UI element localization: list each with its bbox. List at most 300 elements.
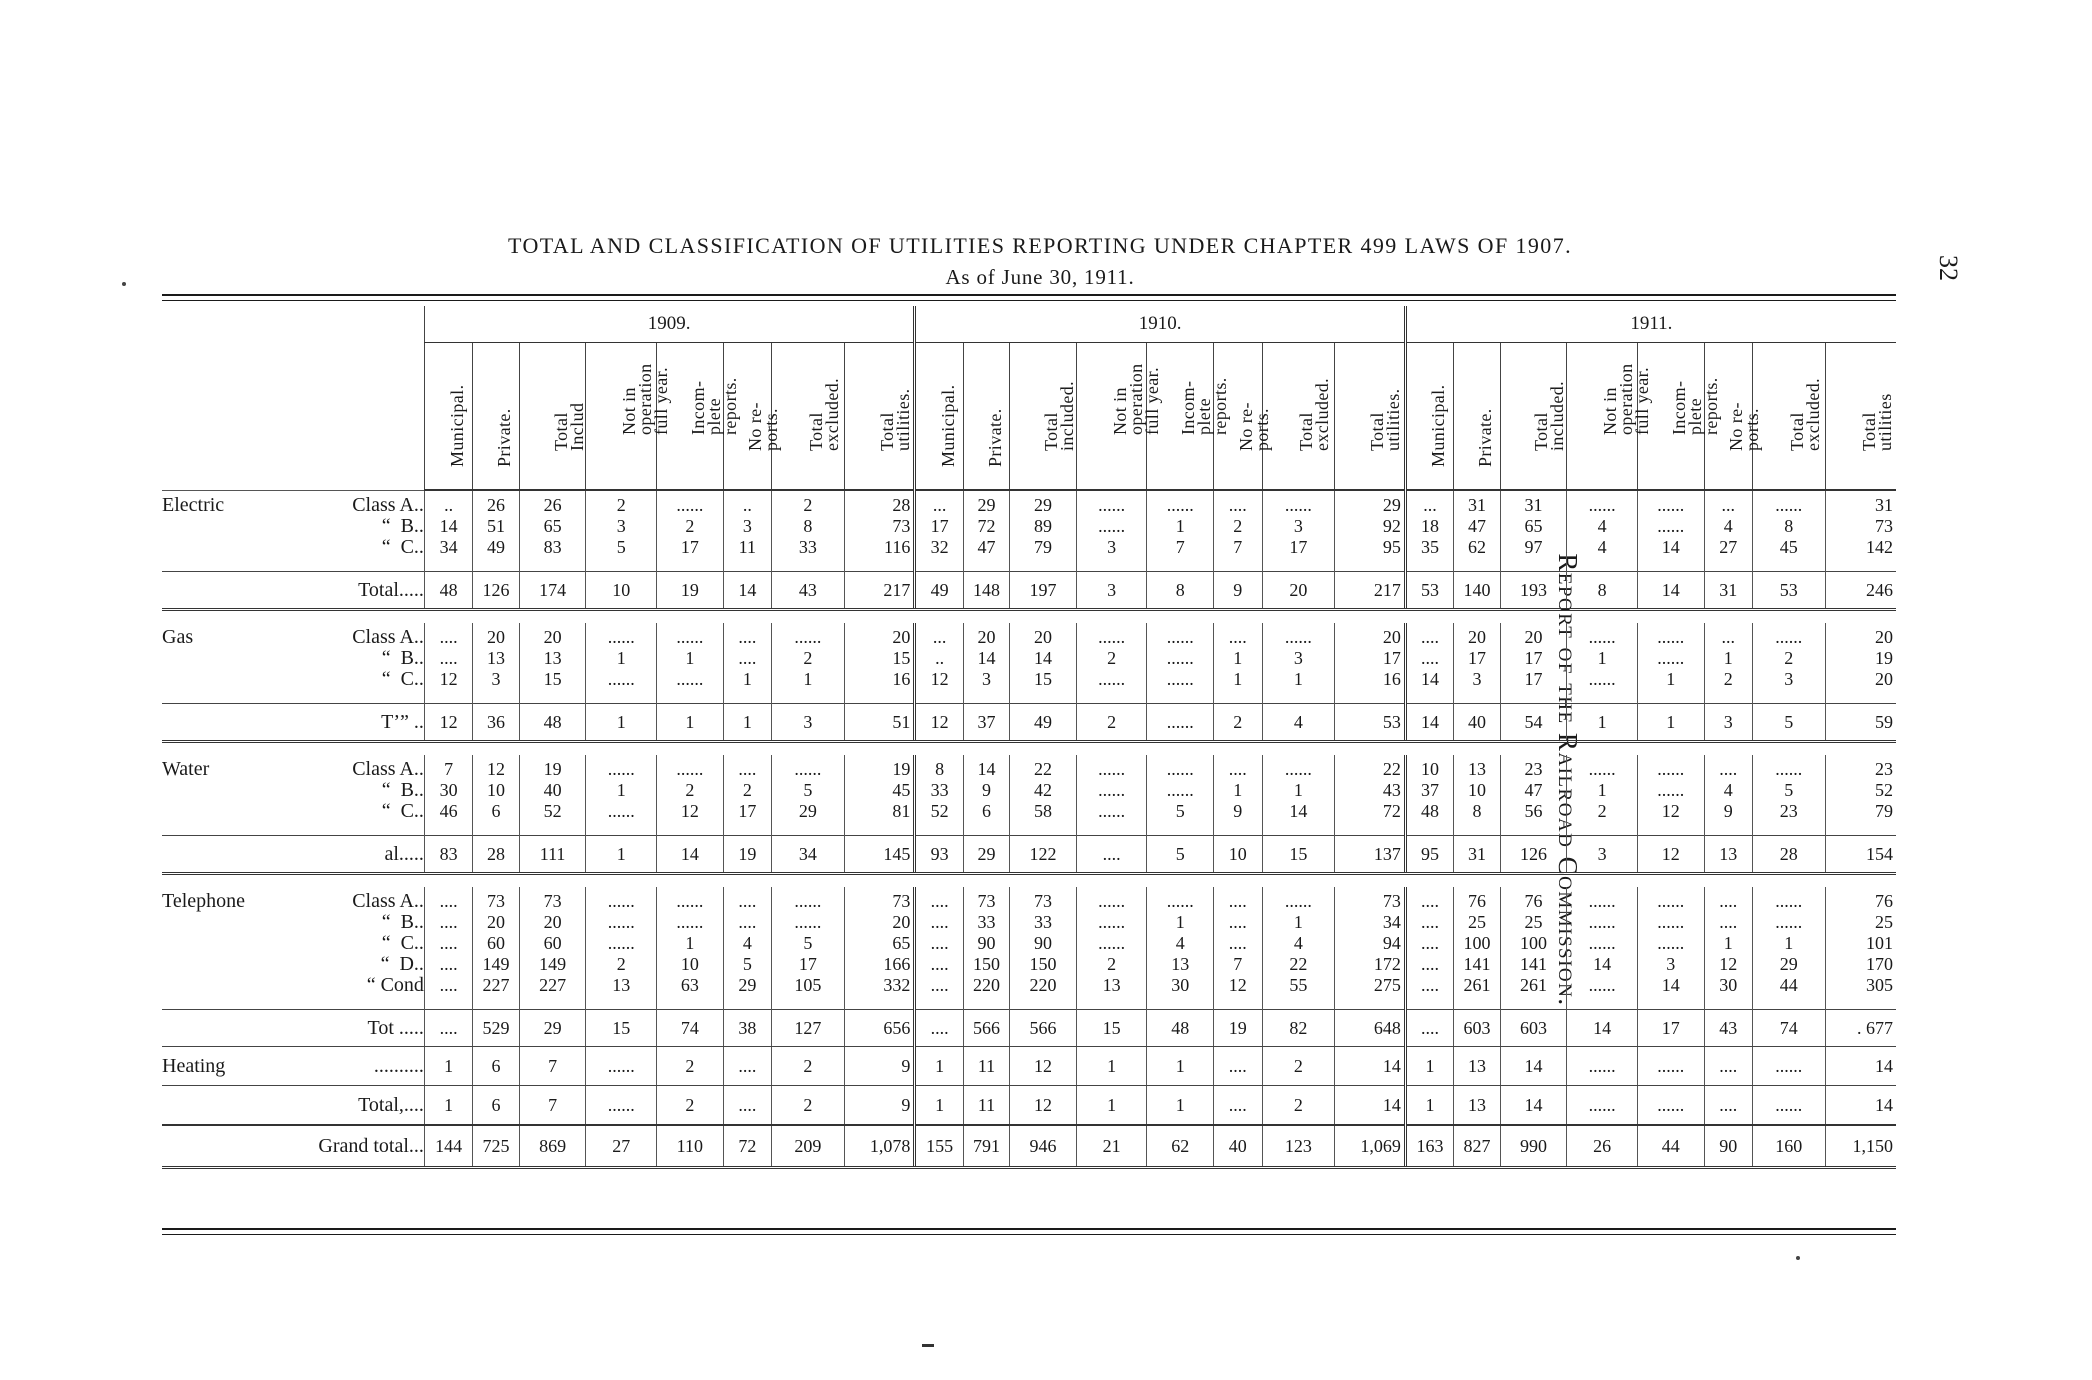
table-cell: 6 <box>473 1047 519 1086</box>
col-header-total-excluded-1910 <box>1262 343 1335 491</box>
total-cell: 126 <box>473 572 519 610</box>
table-cell: 9 <box>844 1047 915 1086</box>
col-header-total-utilities-1911 <box>1825 343 1896 491</box>
total-cell: 3 <box>772 704 845 742</box>
table-cell: 73 33 90 150 220 <box>1010 887 1077 1010</box>
total-cell: 1 <box>1405 1086 1453 1126</box>
col-header-private-1911 <box>1454 343 1500 491</box>
table-cell: .... <box>1214 1047 1262 1086</box>
total-cell: 217 <box>844 572 915 610</box>
table-cell: ...... 1 ...... <box>586 623 657 704</box>
table-cell: 73 20 60 149 227 <box>519 887 586 1010</box>
grand-total-cell: 123 <box>1262 1125 1335 1168</box>
spacer-row <box>162 610 1896 624</box>
table-cell: ...... 2 ...... <box>1076 623 1147 704</box>
total-cell: ...... <box>1637 1086 1704 1126</box>
table-cell: 20 19 20 <box>1825 623 1896 704</box>
total-cell: ...... <box>1147 704 1214 742</box>
grand-total-cell: 155 <box>915 1125 963 1168</box>
total-label: Tot ..... <box>293 1010 424 1047</box>
table-cell: .... .... 1 12 30 <box>1704 887 1752 1010</box>
total-cell: 140 <box>1454 572 1500 610</box>
year-1909-header: 1909. <box>424 306 914 343</box>
total-cell: 17 <box>1637 1010 1704 1047</box>
total-cell: 145 <box>844 836 915 874</box>
grand-total-cell: 1,069 <box>1335 1125 1406 1168</box>
total-cell: 111 <box>519 836 586 874</box>
total-cell: 1 <box>1147 1086 1214 1126</box>
total-cell: 43 <box>772 572 845 610</box>
col-header-label: Total included. <box>1531 380 1568 451</box>
total-cell: 603 <box>1500 1010 1567 1047</box>
top-rule-thin <box>162 300 1896 301</box>
table-cell: .. 14 34 <box>424 490 472 572</box>
total-cell: 14 <box>1825 1086 1896 1126</box>
table-cell: ...... 1 14 <box>1262 755 1335 836</box>
table-cell: 28 73 116 <box>844 490 915 572</box>
table-cell: 12 <box>1010 1047 1077 1086</box>
col-header-label: Total excluded. <box>1786 377 1823 451</box>
spacer-cell <box>162 742 1896 756</box>
total-cell: 53 <box>1405 572 1453 610</box>
total-cell: 1 <box>1076 1086 1147 1126</box>
total-cell: 82 <box>1262 1010 1335 1047</box>
table-cell: ...... ...... 3 <box>1076 490 1147 572</box>
total-cell: 1 <box>586 836 657 874</box>
col-header-municipal-1909 <box>424 343 472 491</box>
table-cell: 23 52 79 <box>1825 755 1896 836</box>
total-cell: 15 <box>586 1010 657 1047</box>
total-cell: 14 <box>1335 1086 1406 1126</box>
total-cell: 19 <box>723 836 771 874</box>
grand-total-cell: 144 <box>424 1125 472 1168</box>
total-cell: 9 <box>1214 572 1262 610</box>
grand-total-cell: 1,078 <box>844 1125 915 1168</box>
col-header-total-utilities-1910 <box>1335 343 1406 491</box>
table-cell: 14 <box>1500 1047 1567 1086</box>
grand-total-cell: 791 <box>963 1125 1009 1168</box>
table-cell: 14 <box>1825 1047 1896 1086</box>
table-cell: 20 14 15 <box>1010 623 1077 704</box>
total-cell: 31 <box>1454 836 1500 874</box>
total-cell: 126 <box>1500 836 1567 874</box>
table-cell: .... 1 9 <box>1214 755 1262 836</box>
total-cell: 529 <box>473 1010 519 1047</box>
col-header-label: Municipal. <box>446 384 467 467</box>
table-cell: 11 <box>963 1047 1009 1086</box>
col-header-total-excluded-1909 <box>772 343 845 491</box>
grand-total-cell: 72 <box>723 1125 771 1168</box>
col-header-private-1910 <box>963 343 1009 491</box>
grand-total-cell: 1,150 <box>1825 1125 1896 1168</box>
table-cell: 20 17 16 <box>1335 623 1406 704</box>
table-cell: ...... ...... ...... <box>1147 623 1214 704</box>
table-cell: ... 4 27 <box>1704 490 1752 572</box>
table-cell: 22 42 58 <box>1010 755 1077 836</box>
total-cell: 1 <box>657 704 724 742</box>
grand-total-cell: 90 <box>1704 1125 1752 1168</box>
table-cell: 76 25 101 170 305 <box>1825 887 1896 1010</box>
total-cell: 37 <box>963 704 1009 742</box>
table-cell: 2 8 33 <box>772 490 845 572</box>
table-cell: .... .... .... .... .... <box>915 887 963 1010</box>
total-cell: 13 <box>1454 1086 1500 1126</box>
table-cell: 29 92 95 <box>1335 490 1406 572</box>
total-label: al..... <box>293 836 424 874</box>
running-head: Report of the Railroad Commission. <box>1553 553 1583 1007</box>
col-header-no-reports-1911 <box>1704 343 1763 491</box>
table-cell: ...... 2 3 <box>1752 623 1825 704</box>
col-header-label: Total Includ <box>550 402 587 451</box>
total-cell: 14 <box>1500 1086 1567 1126</box>
col-header-incomplete-1909 <box>657 343 740 491</box>
class-labels: Class A.. “ B.. “ C.. <box>352 493 424 558</box>
table-cell: 73 33 90 150 220 <box>963 887 1009 1010</box>
table-cell: ...... 1 ...... <box>586 755 657 836</box>
table-cell: ...... ...... ...... 3 14 <box>1637 887 1704 1010</box>
spacer-cell <box>162 874 1896 888</box>
group-label: Gas <box>162 626 194 648</box>
total-cell: ...... <box>1567 1086 1638 1126</box>
table-cell: 73 20 65 166 332 <box>844 887 915 1010</box>
total-cell: .... <box>1405 1010 1453 1047</box>
total-cell: 137 <box>1335 836 1406 874</box>
grand-total-cell: 209 <box>772 1125 845 1168</box>
total-cell: 38 <box>723 1010 771 1047</box>
total-cell: 93 <box>915 836 963 874</box>
total-label: T’” .. <box>293 704 424 742</box>
col-header-total-included-1911 <box>1500 343 1567 491</box>
table-cell: .... <box>723 1047 771 1086</box>
total-cell: 193 <box>1500 572 1567 610</box>
total-cell: 3 <box>1567 836 1638 874</box>
total-cell: 54 <box>1500 704 1567 742</box>
col-header-not-in-operation-1911 <box>1567 343 1653 491</box>
total-cell: 8 <box>1147 572 1214 610</box>
year-header-row <box>162 306 1896 343</box>
total-cell: 12 <box>424 704 472 742</box>
table-cell: .... .... .... .... .... <box>424 887 472 1010</box>
table-row-telephone <box>162 887 1896 1010</box>
grand-total-cell: 160 <box>1752 1125 1825 1168</box>
col-header-not-in-operation-1910 <box>1076 343 1162 491</box>
col-header-total-included-1910 <box>1010 343 1077 491</box>
total-cell: 4 <box>1262 704 1335 742</box>
grand-total-cell: 21 <box>1076 1125 1147 1168</box>
total-cell: 95 <box>1405 836 1453 874</box>
table-cell: ...... 4 4 <box>1567 490 1638 572</box>
table-cell: ...... 1 ...... <box>657 623 724 704</box>
col-header-total-excluded-1911 <box>1752 343 1825 491</box>
table-cell: .... 2 17 <box>723 755 771 836</box>
total-cell: 7 <box>519 1086 586 1126</box>
col-header-label: Incom- plete reports. <box>687 377 740 435</box>
total-cell: .... <box>1214 1086 1262 1126</box>
table-cell: 10 37 48 <box>1405 755 1453 836</box>
total-cell: 13 <box>1704 836 1752 874</box>
table-cell: ... 18 35 <box>1405 490 1453 572</box>
blank-cell <box>162 572 293 610</box>
col-header-no-reports-1909 <box>723 343 782 491</box>
total-cell: 74 <box>1752 1010 1825 1047</box>
class-labels: Class A.. “ B.. “ C.. <box>352 626 424 690</box>
total-cell: 1 <box>723 704 771 742</box>
grand-total-cell: 946 <box>1010 1125 1077 1168</box>
grand-total-label: Grand total... <box>162 1125 424 1168</box>
table-cell: ...... ...... 5 17 105 <box>772 887 845 1010</box>
blank-cell <box>162 1010 293 1047</box>
year-1911-header: 1911. <box>1405 306 1896 343</box>
total-cell: 1 <box>586 704 657 742</box>
total-cell: 20 <box>1262 572 1335 610</box>
col-header-incomplete-1911 <box>1637 343 1721 491</box>
table-row-electric-total <box>162 572 1896 610</box>
table-cell: ...... 1 ...... <box>1567 623 1638 704</box>
total-cell: 48 <box>519 704 586 742</box>
table-cell: ...... ...... 5 <box>1147 755 1214 836</box>
total-cell: 3 <box>1704 704 1752 742</box>
table-cell: ...... ...... ...... 2 13 <box>1076 887 1147 1010</box>
total-cell: 12 <box>1637 836 1704 874</box>
table-cell: ...... <box>1752 1047 1825 1086</box>
spacer-row <box>162 742 1896 756</box>
table-cell: ...... 5 29 <box>772 755 845 836</box>
table-cell: 1 <box>1076 1047 1147 1086</box>
table-cell: .. 3 11 <box>723 490 771 572</box>
grand-total-cell: 163 <box>1405 1125 1453 1168</box>
table-row-telephone-total <box>162 1010 1896 1047</box>
total-cell: 34 <box>772 836 845 874</box>
total-cell: 246 <box>1825 572 1896 610</box>
table-cell: 20 17 3 <box>1454 623 1500 704</box>
total-cell: 148 <box>963 572 1009 610</box>
table-cell: 13 10 8 <box>1454 755 1500 836</box>
total-cell: .... <box>1076 836 1147 874</box>
grand-total-cell: 110 <box>657 1125 724 1168</box>
blank-cell <box>162 1086 293 1126</box>
grand-total-cell: 725 <box>473 1125 519 1168</box>
total-cell: 174 <box>519 572 586 610</box>
table-cell: 19 45 81 <box>844 755 915 836</box>
col-header-private-1909 <box>473 343 519 491</box>
table-row-electric <box>162 490 1896 572</box>
class-labels: Class A.. “ B.. “ C.. “ D.. “ Cond <box>352 890 424 996</box>
col-header-label: Total utilities <box>1858 393 1895 451</box>
total-cell: 19 <box>1214 1010 1262 1047</box>
col-header-municipal-1911 <box>1405 343 1453 491</box>
table-cell: ...... <box>1637 1047 1704 1086</box>
table-row-grand-total <box>162 1125 1896 1168</box>
grand-total-cell: 44 <box>1637 1125 1704 1168</box>
table-cell: 2 3 5 <box>586 490 657 572</box>
table-cell: ...... ...... 1 10 63 <box>657 887 724 1010</box>
table-cell: ...... ...... 1 <box>1637 623 1704 704</box>
grand-total-cell: 990 <box>1500 1125 1567 1168</box>
table-cell: 22 43 72 <box>1335 755 1406 836</box>
total-cell: 48 <box>1147 1010 1214 1047</box>
group-label: Telephone <box>162 890 246 912</box>
col-header-label: Incom- plete reports. <box>1178 377 1231 435</box>
group-label: Water <box>162 758 210 780</box>
col-header-label: Municipal. <box>1428 384 1449 467</box>
total-cell: 14 <box>1567 1010 1638 1047</box>
table-cell: 8 33 52 <box>915 755 963 836</box>
print-dot-mark <box>1796 1256 1800 1260</box>
table-cell: ... 1 2 <box>1704 623 1752 704</box>
total-cell: 2 <box>772 1086 845 1126</box>
total-cell: 48 <box>424 572 472 610</box>
total-cell: 154 <box>1825 836 1896 874</box>
table-cell: ...... ...... ...... <box>1076 755 1147 836</box>
table-cell: 76 25 100 141 261 <box>1500 887 1567 1010</box>
total-cell: 49 <box>915 572 963 610</box>
col-header-incomplete-1910 <box>1147 343 1231 491</box>
col-header-label: Not in operation full year. <box>1109 363 1162 435</box>
table-cell: 1 <box>1405 1047 1453 1086</box>
total-cell: 53 <box>1335 704 1406 742</box>
stub-header <box>162 306 424 490</box>
total-cell: 127 <box>772 1010 845 1047</box>
total-cell: 36 <box>473 704 519 742</box>
grand-total-cell: 62 <box>1147 1125 1214 1168</box>
bottom-rule-thin <box>162 1234 1896 1235</box>
print-dash-mark <box>922 1344 934 1347</box>
total-cell: .... <box>1704 1086 1752 1126</box>
total-cell: 197 <box>1010 572 1077 610</box>
col-header-label: Total included. <box>1041 380 1078 451</box>
total-cell: 9 <box>844 1086 915 1126</box>
table-row-water-total <box>162 836 1896 874</box>
col-header-label: Not in operation full year. <box>619 363 672 435</box>
table-cell: 20 13 15 <box>519 623 586 704</box>
table-cell: ...... 2 12 <box>657 755 724 836</box>
total-cell: 19 <box>657 572 724 610</box>
table-cell: ...... <box>1567 1047 1638 1086</box>
table-cell: .... 4 9 <box>1704 755 1752 836</box>
page-title: TOTAL AND CLASSIFICATION OF UTILITIES REPORTING UNDER CHAPTER 499 LAWS OF 1907. <box>508 233 1572 258</box>
table-row-gas <box>162 623 1896 704</box>
total-cell: 74 <box>657 1010 724 1047</box>
table-cell: ...... 2 17 <box>657 490 724 572</box>
total-cell: 28 <box>473 836 519 874</box>
table-cell: ...... 8 45 <box>1752 490 1825 572</box>
total-cell: 15 <box>1076 1010 1147 1047</box>
table-cell: ... .. 12 <box>915 623 963 704</box>
col-header-label: Incom- plete reports. <box>1668 377 1721 435</box>
total-cell: 14 <box>1405 704 1453 742</box>
table-row-heating <box>162 1047 1896 1086</box>
table-cell: ...... ...... 1 29 44 <box>1752 887 1825 1010</box>
col-header-label: Total excluded. <box>1296 377 1333 451</box>
group-label: Heating <box>162 1047 293 1086</box>
table-cell: 26 65 83 <box>519 490 586 572</box>
total-cell: 12 <box>1010 1086 1077 1126</box>
total-cell: . 677 <box>1825 1010 1896 1047</box>
table-cell: .... .... 4 5 29 <box>723 887 771 1010</box>
total-cell: 603 <box>1454 1010 1500 1047</box>
total-cell: 656 <box>844 1010 915 1047</box>
top-rule <box>162 294 1896 296</box>
table-cell: 26 51 49 <box>473 490 519 572</box>
total-cell: .... <box>915 1010 963 1047</box>
total-cell: 6 <box>473 1086 519 1126</box>
table-cell: 31 73 142 <box>1825 490 1896 572</box>
table-cell: 7 30 46 <box>424 755 472 836</box>
table-cell: 73 34 94 172 275 <box>1335 887 1406 1010</box>
table-cell: .... .... 14 <box>1405 623 1453 704</box>
total-cell: .... <box>723 1086 771 1126</box>
table-cell: ...... ...... 14 <box>1637 490 1704 572</box>
table-cell: ...... ...... 12 <box>1637 755 1704 836</box>
total-cell: 2 <box>657 1086 724 1126</box>
total-cell: 14 <box>1637 572 1704 610</box>
total-cell: 1 <box>1637 704 1704 742</box>
table-row-gas-total <box>162 704 1896 742</box>
total-cell: ...... <box>1752 1086 1825 1126</box>
year-1910-header: 1910. <box>915 306 1405 343</box>
table-cell: ...... 1 7 <box>1147 490 1214 572</box>
col-header-label: Private. <box>1474 408 1495 467</box>
table-cell: 19 40 52 <box>519 755 586 836</box>
total-cell: 1 <box>915 1086 963 1126</box>
total-cell: 3 <box>1076 572 1147 610</box>
table-row-water <box>162 755 1896 836</box>
table-cell: .... .... 1 <box>723 623 771 704</box>
total-cell: 51 <box>844 704 915 742</box>
col-header-total-included-1909 <box>519 343 586 491</box>
blank-cell <box>162 836 293 874</box>
total-cell: .... <box>424 1010 472 1047</box>
table-cell: 2 <box>657 1047 724 1086</box>
table-cell: 23 47 56 <box>1500 755 1567 836</box>
total-cell: 15 <box>1262 836 1335 874</box>
total-cell: 14 <box>657 836 724 874</box>
total-cell: 2 <box>1262 1086 1335 1126</box>
total-cell: 2 <box>1214 704 1262 742</box>
grand-total-cell: 26 <box>1567 1125 1638 1168</box>
bottom-rule <box>162 1228 1896 1230</box>
table-cell: .... 2 7 <box>1214 490 1262 572</box>
page-subtitle: As of June 30, 1911. <box>945 265 1135 289</box>
total-cell: 5 <box>1147 836 1214 874</box>
table-cell: 12 10 6 <box>473 755 519 836</box>
total-cell: 11 <box>963 1086 1009 1126</box>
table-cell: ...... 1 4 22 55 <box>1262 887 1335 1010</box>
table-cell: .... <box>1704 1047 1752 1086</box>
col-header-municipal-1910 <box>915 343 963 491</box>
table-cell: .... .... 12 <box>424 623 472 704</box>
col-header-label: No re- ports. <box>1235 402 1272 451</box>
total-cell: 53 <box>1752 572 1825 610</box>
table-cell: ...... 3 17 <box>1262 490 1335 572</box>
total-cell: 1 <box>424 1086 472 1126</box>
col-header-label: Not in operation full year. <box>1600 363 1653 435</box>
table-cell: 20 13 3 <box>473 623 519 704</box>
total-cell: 83 <box>424 836 472 874</box>
total-cell: 49 <box>1010 704 1077 742</box>
total-cell: 28 <box>1752 836 1825 874</box>
col-header-label: Municipal. <box>937 384 958 467</box>
col-header-no-reports-1910 <box>1214 343 1272 491</box>
col-header-label: Total excluded. <box>805 377 842 451</box>
total-label: Total..... <box>293 572 424 610</box>
col-header-label: Total utilities. <box>1367 388 1404 451</box>
total-cell: 566 <box>1010 1010 1077 1047</box>
table-cell: .... .... .... 7 12 <box>1214 887 1262 1010</box>
total-cell: 12 <box>915 704 963 742</box>
print-dot-mark <box>122 282 126 286</box>
table-cell: 29 72 47 <box>963 490 1009 572</box>
